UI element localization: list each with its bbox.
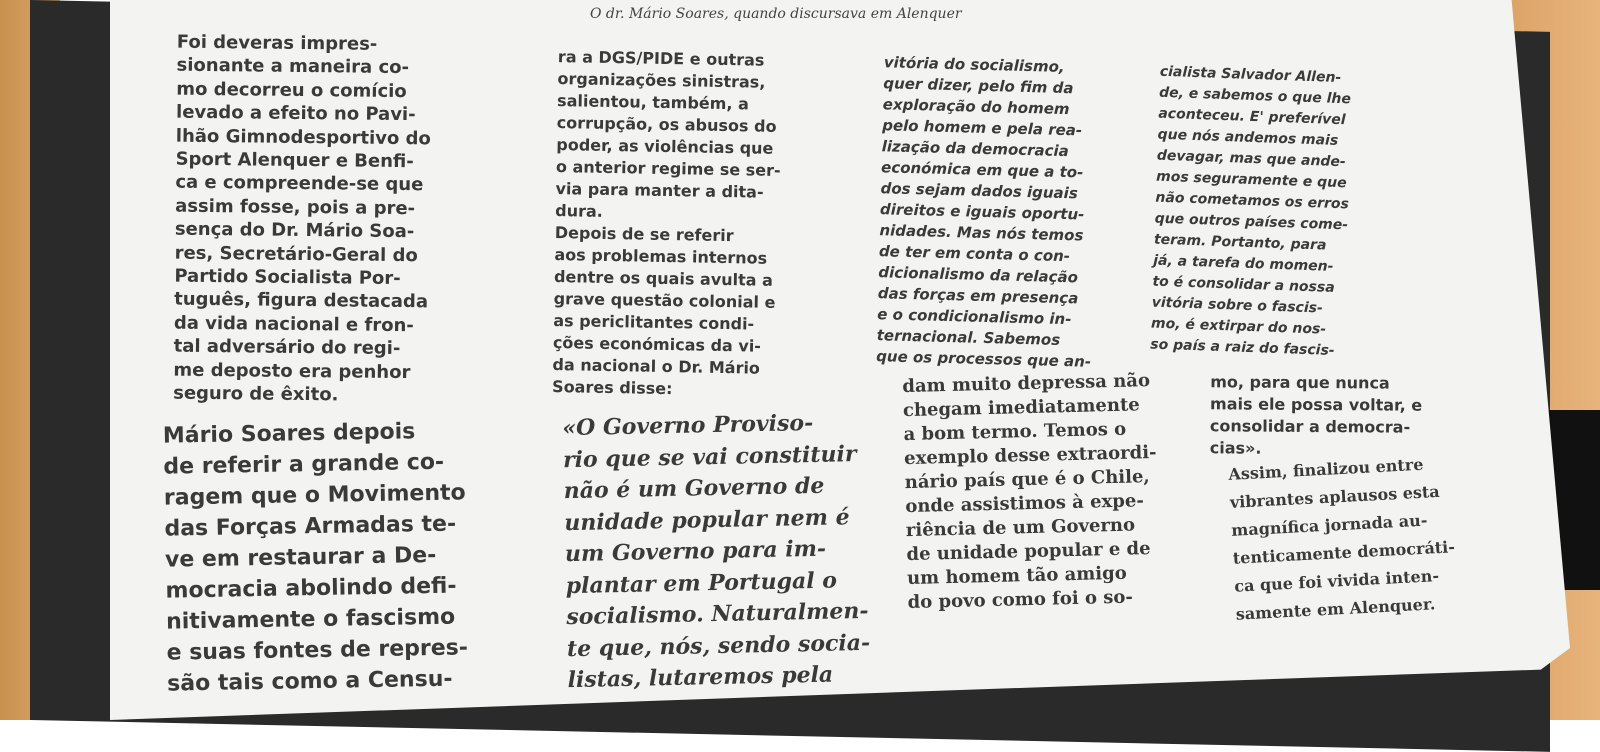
text-line: grave questão colonial e [553, 289, 776, 312]
text-line: dicionalismo da relação [878, 263, 1079, 287]
text-line: mo decorreu o comício [176, 78, 407, 102]
text-line: dos sejam dados iguais [880, 179, 1078, 203]
text-line: Partido Socialista Por- [174, 265, 401, 290]
text-line: de referir a grande co- [163, 449, 445, 480]
text-line: dura. [555, 201, 603, 221]
text-line: de, e sabemos o que lhe [1158, 84, 1352, 108]
text-line: devagar, mas que ande- [1156, 147, 1347, 171]
text-line: me deposto era penhor [173, 359, 411, 383]
text-line: Assim, finalizou entre [1227, 454, 1424, 484]
text-line: tal adversário do regi- [173, 335, 401, 360]
text-line: res, Secretário-Geral do [174, 242, 418, 266]
text-line: vibrantes aplausos esta [1229, 481, 1441, 512]
text-line: que outros países come- [1154, 210, 1349, 234]
column-1 [173, 31, 432, 408]
text-line: nitivamente o fascismo [165, 604, 456, 635]
text-line: poder, as violências que [556, 135, 774, 158]
text-line: ções económicas da vi- [552, 333, 762, 356]
text-line: listas, lutaremos pela [567, 661, 834, 694]
text-line: Soares disse: [551, 377, 673, 399]
column-3 [876, 52, 1099, 373]
text-line: um Governo para im- [564, 535, 827, 568]
text-line: teram. Portanto, para [1153, 231, 1327, 254]
text-line: a bom termo. Temos o [903, 418, 1127, 446]
text-line: um homem tão amigo [906, 562, 1127, 590]
text-line: mo, é extirpar do nos- [1150, 315, 1327, 338]
text-line: vitória sobre o fascis- [1151, 294, 1324, 317]
text-line: das Forças Armadas te- [164, 511, 457, 542]
text-line: rio que se vai constituir [562, 440, 857, 473]
column-4 [1150, 62, 1354, 363]
text-line: aconteceu. E' preferível [1158, 105, 1346, 129]
text-line: so país a raiz do fascis- [1150, 336, 1335, 359]
text-line: das forças em presença [877, 284, 1079, 308]
text-line: lização da democracia [881, 137, 1070, 161]
text-line: aos problemas internos [554, 245, 768, 268]
text-line: que nós andemos mais [1157, 126, 1339, 149]
text-line: são tais como a Censu- [166, 666, 453, 697]
column-3-continued [902, 369, 1160, 615]
text-line: samente em Alenquer. [1235, 594, 1436, 624]
text-line: socialismo. Naturalmen- [566, 597, 869, 631]
text-line: que os processos que an- [875, 347, 1092, 371]
text-line: te que, nós, sendo socia- [566, 629, 871, 662]
text-line: via para manter a dita- [555, 179, 764, 202]
text-line: consolidar a democra- [1209, 416, 1411, 437]
text-line: tenticamente democráti- [1232, 537, 1456, 568]
text-line: ternacional. Sabemos [876, 326, 1061, 349]
text-line: lhão Gimnodesportivo do [175, 125, 431, 149]
text-line: tuguês, figura destacada [174, 289, 429, 313]
text-line: de ter em conta o con- [878, 242, 1071, 266]
text-line: não cometamos os erros [1155, 189, 1350, 213]
column-2-quote [562, 407, 871, 697]
text-line: de unidade popular e de [906, 538, 1151, 566]
text-line: mo, para que nunca [1210, 372, 1390, 393]
text-line: nidades. Mas nós temos [879, 221, 1084, 245]
text-line: to é consolidar a nossa [1152, 273, 1335, 296]
text-line: da vida nacional e fron- [173, 312, 414, 337]
text-line: sença do Dr. Mário Soa- [174, 218, 415, 243]
text-line: o anterior regime se ser- [555, 157, 781, 180]
text-line: ca e compreende-se que [175, 172, 424, 196]
text-line: ragem que o Movimento [163, 480, 466, 511]
text-line: salientou, também, a [556, 91, 750, 114]
text-line: Mário Soares depois [162, 419, 416, 449]
text-line: já, a tarefa do momen- [1152, 252, 1334, 275]
text-line: da nacional o Dr. Mário [552, 355, 761, 378]
text-line: riência de um Governo [905, 514, 1136, 542]
text-line: assim fosse, pois a pre- [175, 195, 416, 220]
text-line: mocracia abolindo defi- [165, 573, 457, 604]
text-line: económica em que a to- [880, 158, 1084, 182]
text-line: mais ele possa voltar, e [1210, 394, 1423, 415]
text-line: unidade popular nem é [564, 503, 850, 536]
text-line: organizações sinistras, [557, 69, 766, 92]
text-line: quer dizer, pelo fim da [883, 74, 1074, 98]
text-line: ve em restaurar a De- [164, 542, 437, 573]
text-line: ca que foi vivida inten- [1233, 566, 1440, 596]
text-line: «O Governo Proviso- [562, 409, 814, 442]
text-line: não é um Governo de [563, 472, 825, 505]
text-line: exploração do homem [882, 95, 1070, 119]
text-line: e o condicionalismo in- [877, 305, 1072, 329]
text-line: plantar em Portugal o [565, 566, 838, 599]
text-line: chegam imediatamente [902, 394, 1140, 422]
text-line: e suas fontes de repres- [166, 635, 469, 666]
text-line: direitos e iguais oportu- [879, 200, 1085, 224]
column-4-closing [1228, 449, 1459, 628]
text-line: Sport Alenquer e Benfi- [175, 148, 414, 173]
text-line: as periclitantes condi- [553, 311, 755, 334]
text-line: onde assistimos à expe- [905, 490, 1145, 518]
text-line: exemplo desse extraordi- [903, 441, 1157, 470]
text-line: ra a DGS/PIDE e outras [557, 47, 765, 70]
column-2 [552, 46, 783, 402]
column-1-continued [163, 415, 470, 699]
text-line: Depois de se referir [554, 223, 734, 246]
text-line: dam muito depressa não [902, 370, 1151, 398]
text-line: vitória do socialismo, [883, 53, 1065, 76]
text-line: corrupção, os abusos do [556, 113, 777, 136]
column-4-continued [1210, 371, 1423, 460]
text-line: seguro de êxito. [173, 382, 339, 406]
text-line: nário país que é o Chile, [904, 466, 1150, 494]
text-line: cialista Salvador Allen- [1159, 63, 1342, 87]
text-line: levado a efeito no Pavi- [176, 101, 416, 126]
text-line: Foi deveras impres- [176, 31, 378, 55]
text-line: pelo homem e pela rea- [882, 116, 1083, 140]
photo-caption: O dr. Mário Soares, quando discursava em Alenquer [590, 6, 962, 22]
text-line: dentre os quais avulta a [553, 267, 774, 290]
text-line: do povo como foi o so- [907, 586, 1134, 614]
text-line: cias». [1209, 438, 1262, 458]
text-line: mos seguramente e que [1155, 168, 1347, 192]
text-line: magnífica jornada au- [1230, 510, 1428, 540]
text-line: sionante a maneira co- [176, 55, 410, 79]
